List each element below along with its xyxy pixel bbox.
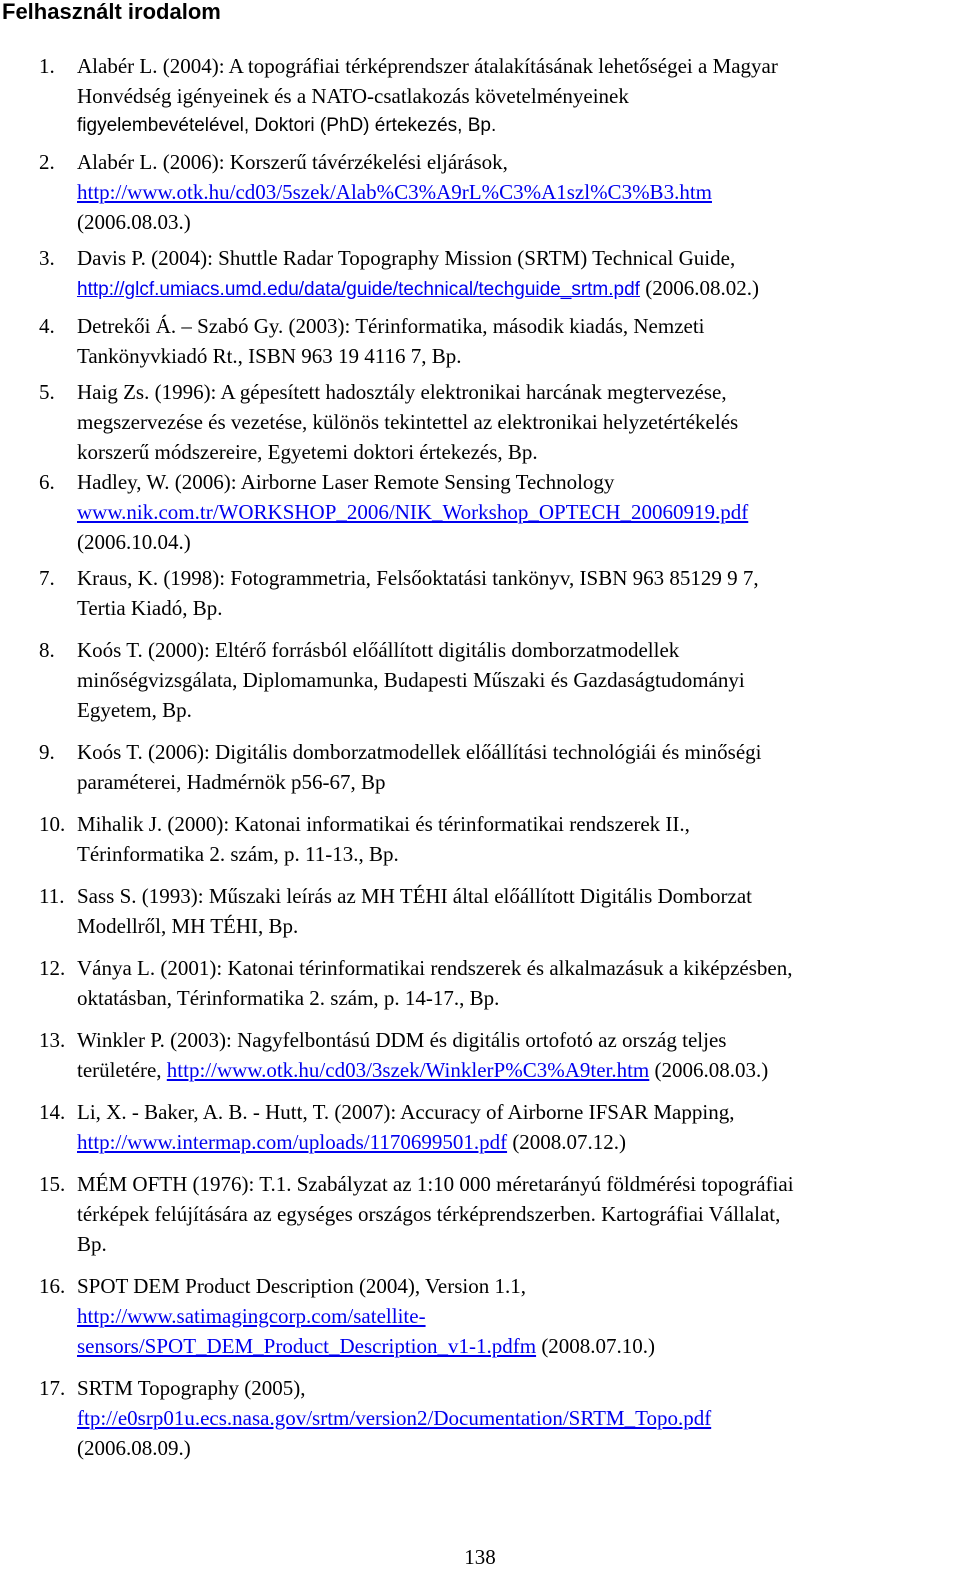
reference-item [0,563,960,623]
reference-text: Sass S. (1993): Műszaki leírás az MH TÉHI által előállított Digitális Domborzat [77,884,752,908]
reference-list [0,51,960,1463]
reference-text: SPOT DEM Product Description (2004), Version 1.1, [77,1274,526,1298]
reference-text: Davis P. (2004): Shuttle Radar Topography Mission (SRTM) Technical Guide, [77,246,736,270]
reference-text: területére, [77,1058,167,1082]
reference-item [0,1097,960,1157]
reference-text: Detrekői Á. – Szabó Gy. (2003): Térinformatika, második kiadás, Nemzeti [77,314,705,338]
reference-text: Alabér L. (2006): Korszerű távérzékelési eljárások, [77,150,508,174]
reference-item [0,51,960,141]
reference-text: oktatásban, Térinformatika 2. szám, p. 14-17., Bp. [77,986,500,1010]
reference-item [0,881,960,941]
reference-number: 16. [39,1274,66,1298]
reference-number: 9. [39,740,55,764]
reference-link[interactable]: http://www.satimagingcorp.com/satellite- [77,1304,426,1328]
reference-item [0,377,960,467]
reference-number: 7. [39,566,55,590]
reference-text: Bp. [77,1232,107,1256]
reference-number: 3. [39,246,55,270]
reference-text: Tankönyvkiadó Rt., ISBN 963 19 4116 7, Bp. [77,344,462,368]
reference-item [0,953,960,1013]
reference-item [0,243,960,305]
reference-text: Egyetem, Bp. [77,698,192,722]
reference-link[interactable]: www.nik.com.tr/WORKSHOP_2006/NIK_Workshop_OPTECH_20060919.pdf [77,500,749,524]
reference-access-date: (2006.08.03.) [649,1058,769,1082]
reference-text: Alabér L. (2004): A topográfiai térképrendszer átalakításának lehetőségei a Magyar [77,54,778,78]
reference-text: figyelembevételével, Doktori (PhD) értekezés, Bp. [77,115,497,136]
reference-item [0,467,960,557]
reference-text: Koós T. (2006): Digitális domborzatmodellek előállítási technológiái és minőségi [77,740,762,764]
reference-item [0,635,960,725]
reference-text: Mihalik J. (2000): Katonai informatikai és térinformatikai rendszerek II., [77,812,690,836]
reference-text: térképek felújítására az egységes országos térképrendszerben. Kartográfiai Vállalat, [77,1202,781,1226]
reference-text: MÉM OFTH (1976): T.1. Szabályzat az 1:10 000 méretarányú földmérési topográfiai [77,1172,794,1196]
reference-text: Haig Zs. (1996): A gépesített hadosztály elektronikai harcának megtervezése, [77,380,727,404]
reference-number: 6. [39,470,55,494]
reference-link[interactable]: http://www.otk.hu/cd03/5szek/Alab%C3%A9rL%C3%A1szl%C3%B3.htm [77,180,712,204]
reference-item [0,147,960,237]
reference-item [0,311,960,371]
reference-number: 13. [39,1028,66,1052]
section-heading: Felhasznált irodalom [2,0,221,24]
reference-link[interactable]: sensors/SPOT_DEM_Product_Description_v1-1.pdfm [77,1334,537,1358]
reference-text: Honvédség igényeinek és a NATO-csatlakozás követelményeinek [77,84,629,108]
reference-number: 5. [39,380,55,404]
reference-item [0,1025,960,1085]
reference-text: megszervezése és vezetése, különös tekintettel az elektronikai helyzetértékelés [77,410,739,434]
reference-access-date: (2006.08.09.) [77,1436,191,1460]
reference-number: 11. [39,884,65,908]
reference-item [0,809,960,869]
reference-number: 14. [39,1100,66,1124]
reference-number: 17. [39,1376,66,1400]
reference-number: 10. [39,812,66,836]
reference-text: Koós T. (2000): Eltérő forrásból előállított digitális domborzatmodellek [77,638,680,662]
reference-text: Kraus, K. (1998): Fotogrammetria, Felsőoktatási tankönyv, ISBN 963 85129 9 7, [77,566,759,590]
reference-text: paraméterei, Hadmérnök p56-67, Bp [77,770,386,794]
reference-number: 1. [39,54,55,78]
reference-link[interactable]: http://glcf.umiacs.umd.edu/data/guide/technical/techguide_srtm.pdf [77,279,640,300]
reference-number: 12. [39,956,66,980]
reference-text: Modellről, MH TÉHI, Bp. [77,914,299,938]
reference-access-date: (2006.08.03.) [77,210,191,234]
reference-link[interactable]: http://www.intermap.com/uploads/1170699501.pdf [77,1130,508,1154]
reference-access-date: (2008.07.12.) [507,1130,627,1154]
reference-text: Térinformatika 2. szám, p. 11-13., Bp. [77,842,399,866]
reference-number: 15. [39,1172,66,1196]
page-number: 138 [464,1545,496,1569]
reference-item [0,1271,960,1361]
reference-text: Li, X. - Baker, A. B. - Hutt, T. (2007): Accuracy of Airborne IFSAR Mapping, [77,1100,735,1124]
reference-number: 2. [39,150,55,174]
reference-link[interactable]: http://www.otk.hu/cd03/3szek/WinklerP%C3%A9ter.htm [166,1058,650,1082]
reference-link[interactable]: ftp://e0srp01u.ecs.nasa.gov/srtm/version2/Documentation/SRTM_Topo.pdf [77,1406,712,1430]
reference-text: Ványa L. (2001): Katonai térinformatikai rendszerek és alkalmazásuk a kiképzésben, [77,956,793,980]
reference-text: SRTM Topography (2005), [77,1376,306,1400]
reference-number: 4. [39,314,55,338]
reference-item [0,737,960,797]
reference-number: 8. [39,638,55,662]
reference-item [0,1169,960,1259]
reference-access-date: (2006.08.02.) [639,276,759,300]
reference-text: minőségvizsgálata, Diplomamunka, Budapesti Műszaki és Gazdaságtudományi [77,668,745,692]
reference-text: Winkler P. (2003): Nagyfelbontású DDM és digitális ortofotó az ország teljes [77,1028,727,1052]
reference-item [0,1373,960,1463]
reference-access-date: (2006.10.04.) [77,530,191,554]
reference-access-date: (2008.07.10.) [536,1334,656,1358]
reference-text: Hadley, W. (2006): Airborne Laser Remote Sensing Technology [77,470,615,494]
reference-text: korszerű módszereire, Egyetemi doktori értekezés, Bp. [77,440,538,464]
reference-text: Tertia Kiadó, Bp. [77,596,223,620]
